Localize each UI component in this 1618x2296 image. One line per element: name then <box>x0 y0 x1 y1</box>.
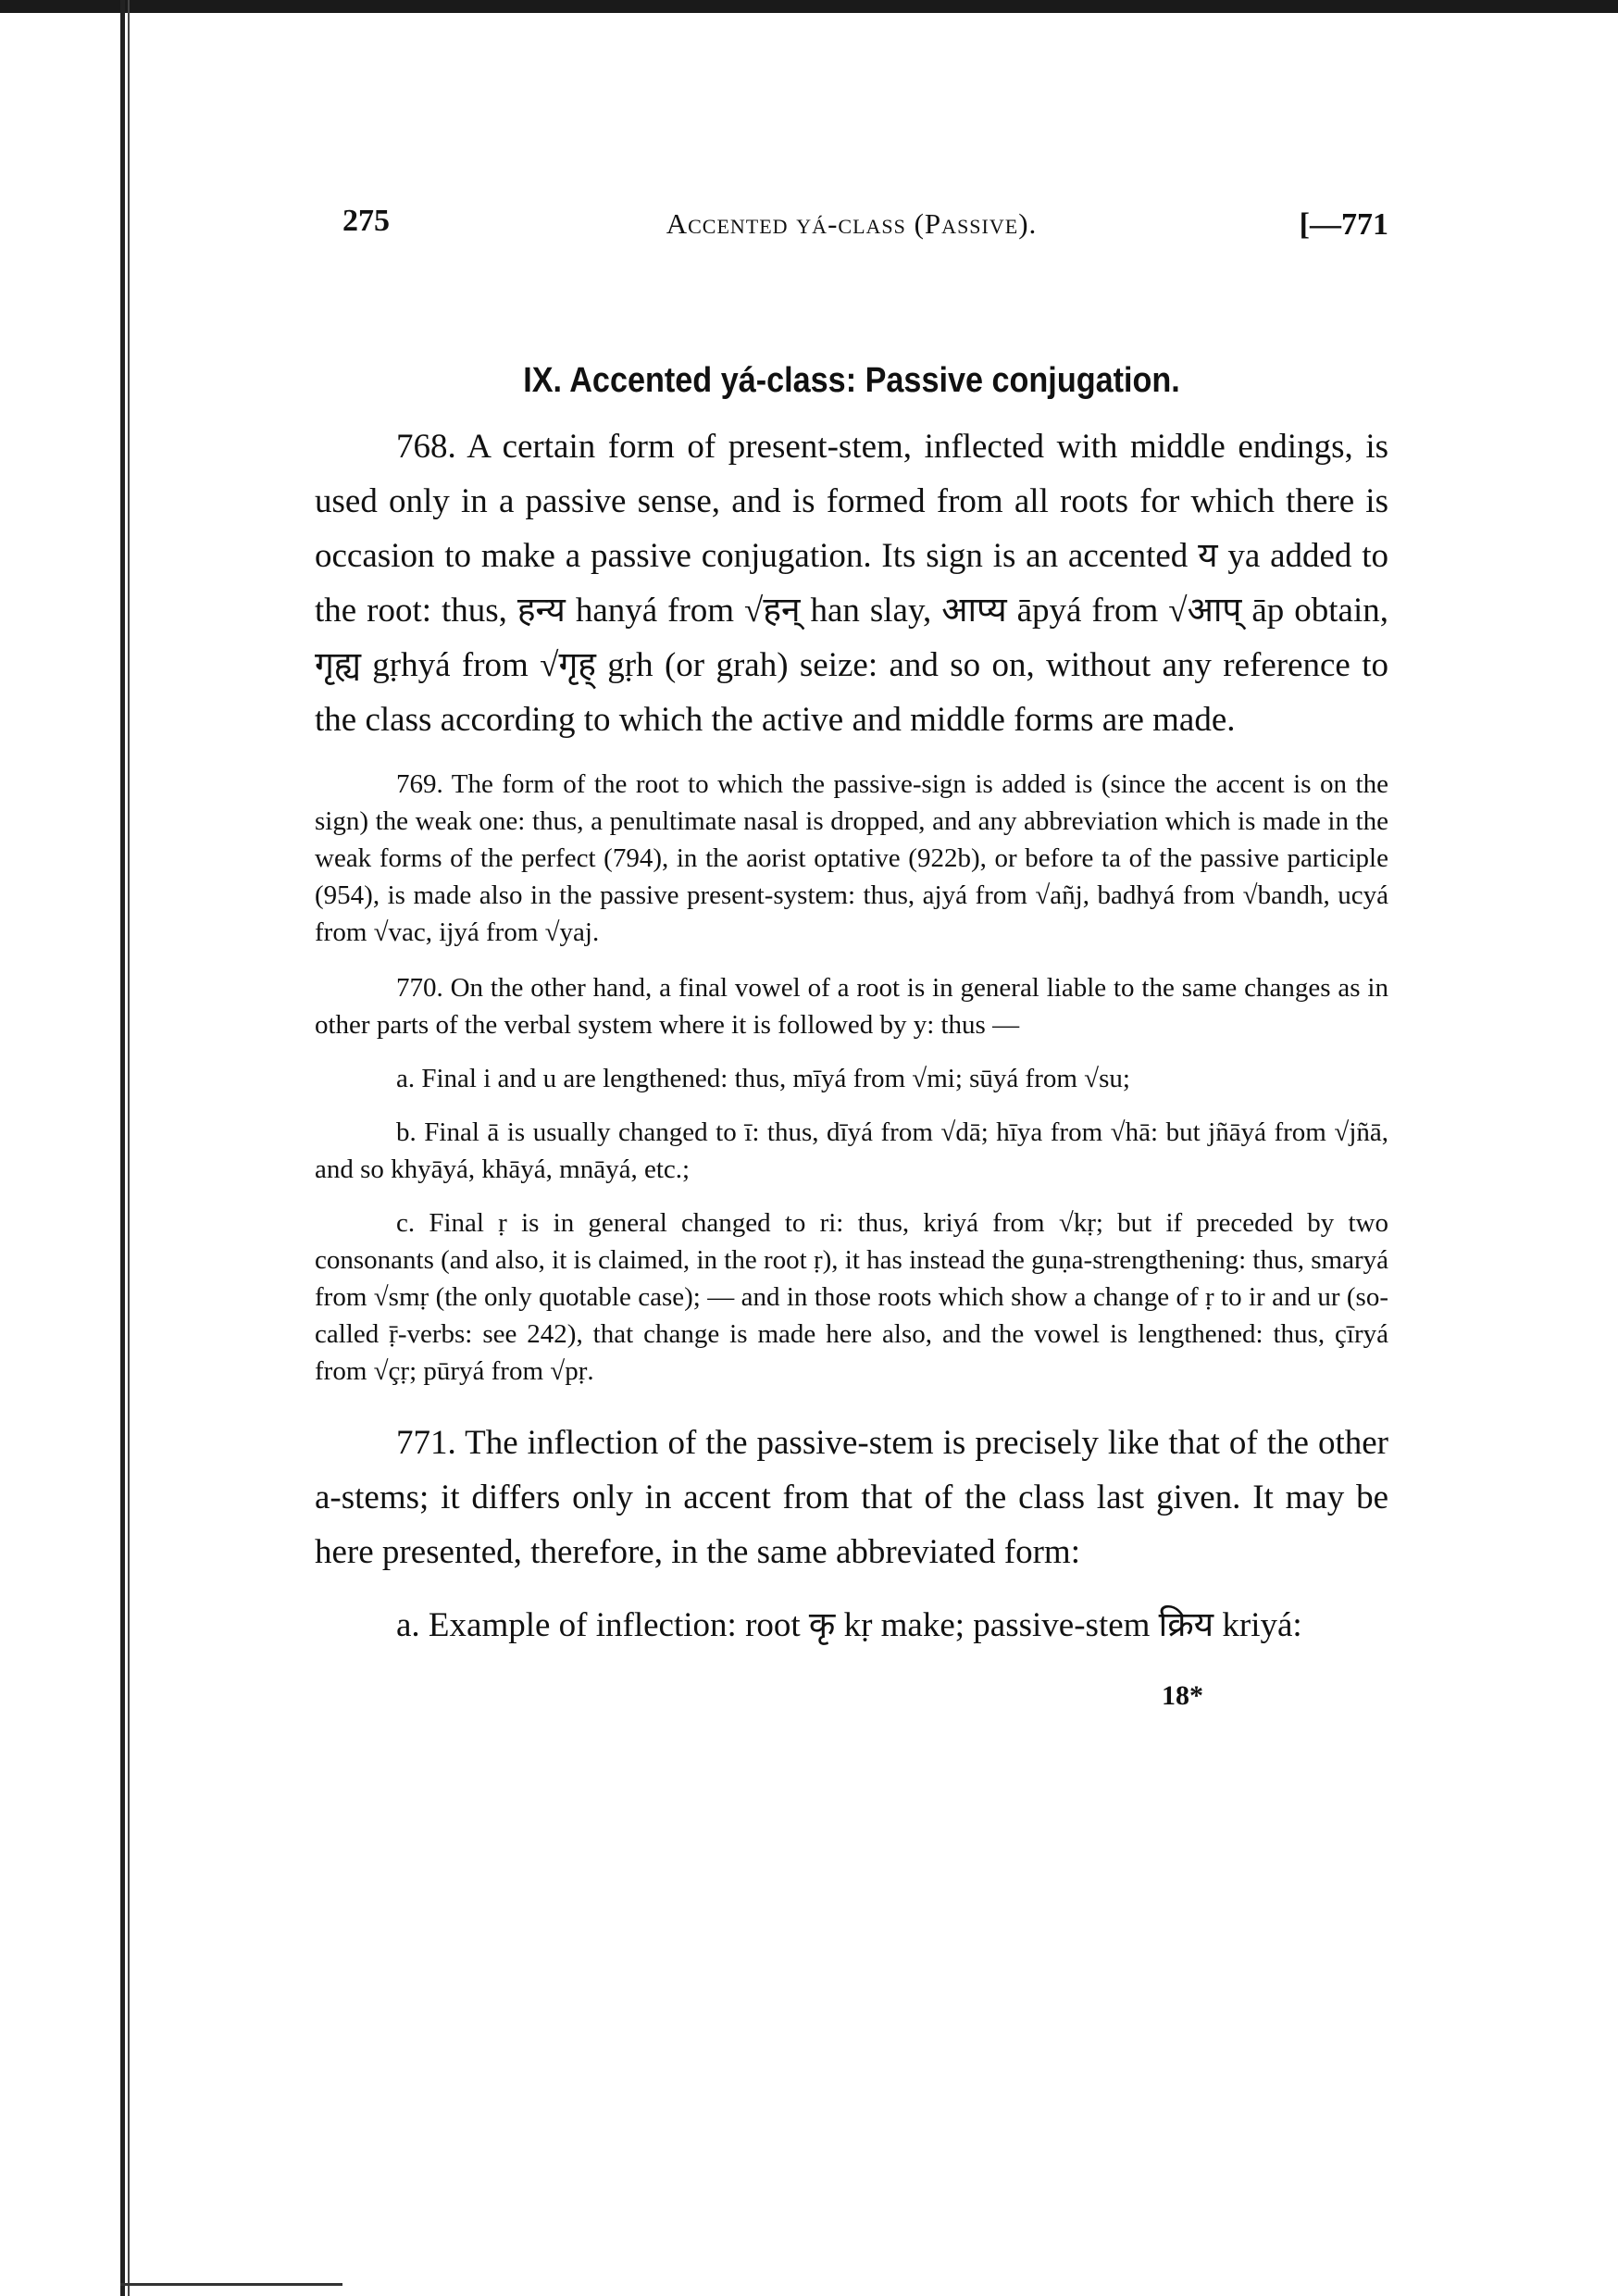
paragraph-770c: c. Final ṛ is in general changed to ri: thus, kriyá from √kṛ; but if preceded by two consonants (and also, it is claimed, in the root ṛ), it has instead the guṇa-strengthening: thus, smaryá from √smṛ (the only quotable case); — and in those roots which show a change of ṛ to ir and ur (so-called ṝ-verbs: see 242), that change is made here also, and the vowel is lengthened: thus, çīryá from √çṛ; pūryá from √pṛ. <box>315 1208 1388 1386</box>
page-content <box>315 204 1388 1712</box>
page-left-edge-inner <box>128 0 130 2296</box>
section-heading: IX. Accented yá-class: Passive conjugation. <box>523 361 1180 400</box>
running-title: Accented yá-class (Passive). <box>666 207 1038 240</box>
paragraph-768: 768. A certain form of present-stem, inflected with middle endings, is used only in a passive sense, and is formed from all roots for which there is occasion to make a passive conjugation. Its sign is an accented य ya added to the root: thus, हन्य hanyá from √हन् han slay, आप्य āpyá from √आप् āp obtain, गृह्य gṛhyá from √गृह् gṛh (or grah) seize: and so on, without any reference to the class according to which the active and middle forms are made. <box>315 428 1388 739</box>
bottom-border <box>120 2283 342 2286</box>
paragraph-770: 770. On the other hand, a final vowel of a root is in general liable to the same changes as in other parts of the verbal system where it is followed by y: thus — <box>315 973 1388 1040</box>
page-left-edge <box>120 0 125 2296</box>
signature-mark: 18* <box>1162 1680 1203 1711</box>
paragraph-770b: b. Final ā is usually changed to ī: thus, dīyá from √dā; hīya from √hā: but jñāyá from √jñā, and so khyāyá, khāyá, mnāyá, etc.; <box>315 1117 1388 1184</box>
top-border <box>0 0 1618 13</box>
running-header <box>315 204 1388 259</box>
page-number: 275 <box>342 204 390 238</box>
paragraph-769: 769. The form of the root to which the passive-sign is added is (since the accent is on the sign) the weak one: thus, a penultimate nasal is dropped, and any abbreviation which is made in the weak forms of the perfect (794), in the aorist optative (922b), or before ta of the passive participle (954), is made also in the passive present-system: thus, ajyá from √añj, badhyá from √bandh, ucyá from √vac, ijyá from √yaj. <box>315 769 1388 947</box>
paragraph-771a: a. Example of inflection: root कृ kṛ make; passive-stem क्रिय kriyá: <box>396 1606 1302 1644</box>
paragraph-771: 771. The inflection of the passive-stem is precisely like that of the other a-stems; it differs only in accent from that of the class last given. It may be here presented, therefore, in the same abbreviated form: <box>315 1424 1388 1571</box>
section-reference: [—771 <box>1299 207 1388 242</box>
paragraph-770a: a. Final i and u are lengthened: thus, mīyá from √mi; sūyá from √su; <box>396 1064 1130 1093</box>
